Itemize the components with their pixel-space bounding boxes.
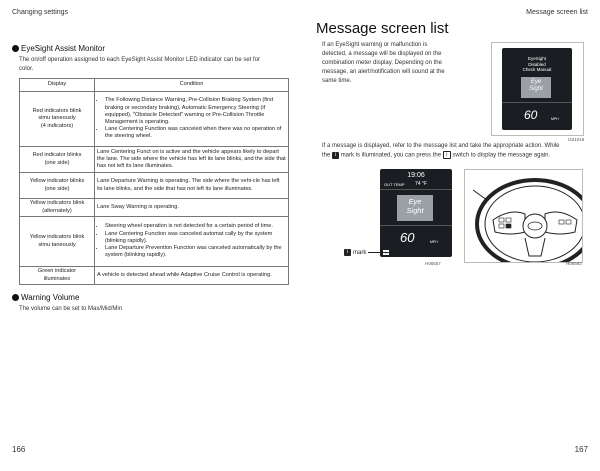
indicator-condition-table bbox=[19, 78, 289, 285]
header-right: Message screen list bbox=[526, 9, 588, 16]
figure-code: H06593 bbox=[566, 261, 582, 266]
display-cell: Red indicators blink simu taneously (4 indicators) bbox=[20, 92, 95, 147]
header-left: Changing settings bbox=[12, 9, 69, 16]
page-title: Message screen list bbox=[316, 20, 449, 37]
warning-volume-title: Warning Volume bbox=[12, 293, 79, 302]
display-cell: Red indicator blinks (one side) bbox=[20, 147, 95, 173]
info-mark-icon: i bbox=[332, 152, 339, 159]
table-row bbox=[20, 199, 289, 217]
table-row bbox=[20, 173, 289, 199]
display-cell: Green indicator illuminates bbox=[20, 267, 95, 285]
temp-label: OUT TEMP bbox=[384, 182, 405, 187]
bullet-icon bbox=[12, 45, 19, 52]
condition-cell: • Steering wheel operation is not detected for a certain period of time. • Lane Centering Function was canceled automat cally by the system (blinking rapidly). • Lane Departure Prevention Function was canceled automatically by the system (blinking rapidly). bbox=[95, 217, 289, 267]
condition-cell: • The Following Distance Warning, Pre-Collision Braking System (first braking or secondary braking), Automatic Emergency Steering (if equipped), "Obstacle Detected" warning or Pre-Collision Throttle Management is operating. • Lane Centering Function was canceled when there was no operation of the steering wheel. bbox=[95, 92, 289, 147]
info-mark-icon: i bbox=[344, 249, 351, 256]
eyesight-section-title bbox=[12, 44, 105, 53]
speed-unit: MPH bbox=[551, 117, 559, 121]
condition-cell: Lane Sway Warning is operating. bbox=[95, 199, 289, 217]
table-row bbox=[20, 92, 289, 147]
mark-callout: i mark bbox=[344, 249, 390, 256]
meter-screen bbox=[502, 48, 572, 130]
table-header-condition: Condition bbox=[95, 79, 289, 92]
meter-screen bbox=[380, 169, 452, 257]
steering-wheel-illustration bbox=[465, 170, 582, 262]
table-row bbox=[20, 267, 289, 285]
leader-line bbox=[368, 252, 390, 253]
page-number-right: 167 bbox=[574, 445, 588, 454]
temp-value: 74 °F bbox=[415, 181, 428, 187]
info-switch-icon: i bbox=[443, 151, 451, 159]
figure-combination-meter bbox=[380, 169, 452, 259]
eyesight-section-desc: The on/off operation assigned to each EyeSight Assist Monitor LED indicator can be set for color. bbox=[19, 57, 261, 72]
figure-steering-wheel bbox=[464, 169, 583, 263]
table-row bbox=[20, 217, 289, 267]
display-cell: Yellow indicator blinks (one side) bbox=[20, 173, 95, 199]
clock-readout: 19:06 bbox=[407, 172, 425, 179]
disabled-message: EyeSight Disabled Check Manual bbox=[522, 56, 552, 72]
instruction-paragraph: If a message is displayed, refer to the message list and take the appropriate action. While the i mark is illuminated, you can press the i switch to display the message again. bbox=[322, 143, 560, 159]
warning-volume-desc: The volume can be set to Max/Mid/Min bbox=[19, 306, 123, 312]
display-cell: Yellow indicators blink simu taneously bbox=[20, 217, 95, 267]
eyesight-title-text: EyeSight Assist Monitor bbox=[21, 44, 106, 53]
condition-cell: A vehicle is detected ahead while Adaptive Cruise Control is operating. bbox=[95, 267, 289, 285]
condition-cell: Lane Centering Funct on is active and the vehicle appears likely to depart the lane. The side where the vehicle has left its lane blinks, and the side that has not left its lane illuminates. bbox=[95, 147, 289, 173]
table-header-display: Display bbox=[20, 79, 95, 92]
speed-readout: 60 bbox=[400, 230, 415, 245]
figure-code: I421019 bbox=[568, 137, 585, 142]
display-cell: Yellow indicators blink (alternately) bbox=[20, 199, 95, 217]
table-row bbox=[20, 147, 289, 173]
eyesight-logo-icon: Eye Sight bbox=[521, 77, 551, 98]
figure-meter-disabled bbox=[491, 42, 584, 136]
speed-readout: 60 bbox=[524, 108, 538, 122]
right-page bbox=[300, 0, 600, 471]
intro-paragraph: If an EyeSight warning or malfunction is detected, a message will be displayed on the combination meter display. Depending on the message, an alert/notification will sound at the same time. bbox=[322, 42, 445, 84]
condition-cell: Lane Departure Warning is operating. The side where the vehi-cle has left its lane blinks, and the side that has not left its lane illuminates. bbox=[95, 173, 289, 199]
figure-code: H06557 bbox=[425, 261, 441, 266]
speed-unit: MPH bbox=[430, 240, 438, 244]
bullet-icon bbox=[12, 294, 19, 301]
page-number-left: 166 bbox=[12, 445, 26, 454]
eyesight-logo-icon: Eye Sight bbox=[397, 195, 433, 221]
